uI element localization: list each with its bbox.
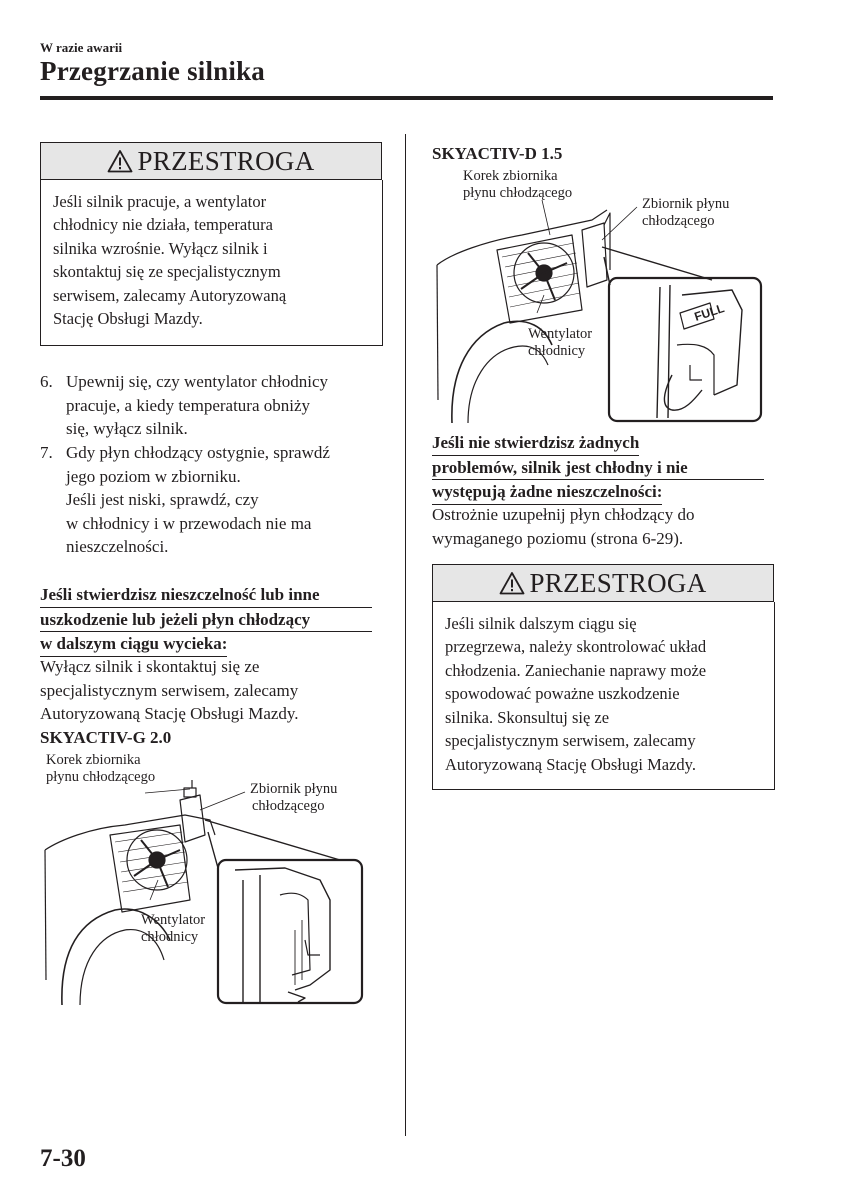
caution-title: PRZESTROGA xyxy=(529,567,707,598)
ok-text-line: wymaganego poziomu (strona 6-29). xyxy=(432,528,684,548)
caption-line: Korek zbiornika xyxy=(46,752,141,768)
step-line: pracuje, a kiedy temperatura obniży xyxy=(66,395,311,415)
ok-heading-line: występują żadne nieszczelności: xyxy=(432,480,662,505)
caution-header xyxy=(432,564,774,602)
step-line: Jeśli jest niski, sprawdź, czy xyxy=(66,490,259,509)
caption-line: chłodnicy xyxy=(528,343,586,359)
caution-line: specjalistycznym serwisem, zalecamy xyxy=(445,731,696,750)
caption-line: Wentylator xyxy=(141,912,206,928)
caption-line: płynu chłodzącego xyxy=(46,769,156,785)
caution-line: Autoryzowaną Stację Obsługi Mazdy. xyxy=(445,754,696,774)
step-line: się, wyłącz silnik. xyxy=(66,419,188,438)
caution-body xyxy=(432,602,775,790)
caution-line: skontaktuj się ze specjalistycznym xyxy=(53,262,281,281)
ok-heading-line: Jeśli nie stwierdzisz żadnych xyxy=(432,431,639,456)
caution-line: Stację Obsługi Mazdy. xyxy=(53,309,203,328)
page-title: Przegrzanie silnika xyxy=(40,56,266,86)
step-7 xyxy=(40,441,380,561)
caption-line: chłodzącego xyxy=(252,798,325,814)
ok-text-line: Ostrożnie uzupełnij płyn chłodzący do xyxy=(432,505,695,524)
caution-header xyxy=(40,142,382,180)
leak-heading xyxy=(40,583,372,657)
caution-line: chłodnicy nie działa, temperatura xyxy=(53,215,273,234)
leak-heading-line: w dalszym ciągu wycieka: xyxy=(40,632,227,657)
ok-heading xyxy=(432,431,764,505)
leak-heading-line: Jeśli stwierdzisz nieszczelność lub inne xyxy=(40,583,372,608)
caution-line: silnika wzrośnie. Wyłącz silnik i xyxy=(53,238,268,258)
warning-triangle-icon xyxy=(107,149,133,173)
figure-label-d15: SKYACTIV-D 1.5 xyxy=(432,144,563,163)
step-line: jego poziom w zbiorniku. xyxy=(66,466,241,486)
leak-heading-line: uszkodzenie lub jeżeli płyn chłodzący xyxy=(40,608,372,633)
caution-line: Jeśli silnik dalszym ciągu się xyxy=(445,613,637,633)
ok-text xyxy=(432,503,772,550)
caption-line: Wentylator xyxy=(528,326,593,342)
step-line: nieszczelności. xyxy=(66,537,169,556)
caution-body xyxy=(40,180,383,346)
caution-line: Jeśli silnik pracuje, a wentylator xyxy=(53,191,267,211)
page-number: 7-30 xyxy=(40,1145,86,1172)
ok-heading-line: problemów, silnik jest chłodny i nie xyxy=(432,456,764,481)
caution-line: silnika. Skonsultuj się ze xyxy=(445,707,610,727)
caption-line: chłodnicy xyxy=(141,929,199,945)
full-level-mark: FULL xyxy=(692,301,727,324)
leak-text-line: specjalistycznym serwisem, zalecamy xyxy=(40,680,299,700)
caution-line: serwisem, zalecamy Autoryzowaną xyxy=(53,285,287,305)
section-label: W razie awarii xyxy=(40,40,123,55)
caption-line: płynu chłodzącego xyxy=(463,185,573,201)
column-divider xyxy=(405,134,406,1136)
caution-line: przegrzewa, należy skontrolować układ xyxy=(445,637,707,656)
step-line: Gdy płyn chłodzący ostygnie, sprawdź xyxy=(66,443,330,462)
warning-triangle-icon xyxy=(499,571,525,595)
caption-line: Zbiornik płynu xyxy=(642,196,730,212)
caution-title: PRZESTROGA xyxy=(137,145,315,176)
leak-text xyxy=(40,655,380,726)
caution-line: chłodzenia. Zaniechanie naprawy może xyxy=(445,660,707,680)
caption-line: chłodzącego xyxy=(642,213,715,229)
engine-illustration-g20 xyxy=(40,780,380,1006)
leak-text-line: Wyłącz silnik i skontaktuj się ze xyxy=(40,657,260,676)
caption-line: Korek zbiornika xyxy=(463,168,558,184)
caution-line: spowodować poważne uszkodzenie xyxy=(445,684,680,703)
step-number: 7. xyxy=(40,443,53,462)
figure-label-g20: SKYACTIV-G 2.0 xyxy=(40,728,172,747)
engine-illustration-d15 xyxy=(432,195,774,425)
step-line: w chłodnicy i w przewodach nie ma xyxy=(66,513,312,533)
step-number: 6. xyxy=(40,372,53,391)
step-6 xyxy=(40,370,380,442)
caption-line: Zbiornik płynu xyxy=(250,781,338,797)
step-line: Upewnij się, czy wentylator chłodnicy xyxy=(66,372,329,391)
title-rule xyxy=(40,96,773,100)
leak-text-line: Autoryzowaną Stację Obsługi Mazdy. xyxy=(40,704,299,723)
